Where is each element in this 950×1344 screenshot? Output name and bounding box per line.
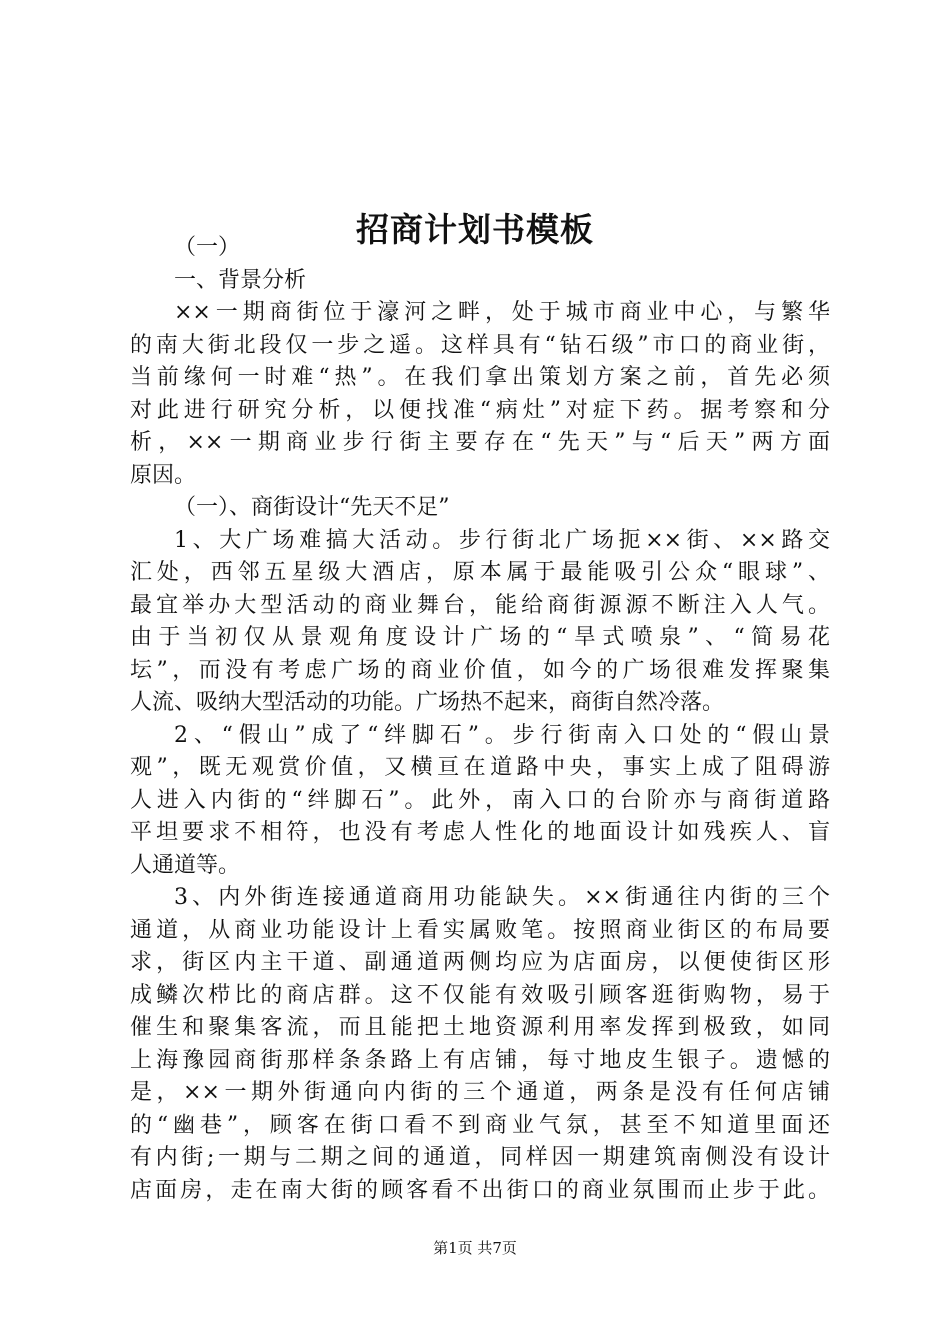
body-text-line: 析，××一期商业步行街主要存在“先天”与“后天”两方面 [130,430,830,455]
body-text-line: （一） [174,235,241,260]
body-text-line: 汇处，西邻五星级大酒店，原本属于最能吸引公众“眼球”、 [130,560,830,585]
body-text-line: 人流、吸纳大型活动的功能。广场热不起来，商街自然冷落。 [130,690,725,715]
body-text-line: 的“幽巷”，顾客在街口看不到商业气氛，甚至不知道里面还 [130,1112,830,1138]
body-text-line: ××一期商街位于濠河之畔，处于城市商业中心，与繁华 [174,300,830,325]
body-text-line: 店面房，走在南大街的顾客看不出街口的商业氛围而止步于此。 [130,1177,830,1203]
body-text-line: 是，××一期外街通向内街的三个通道，两条是没有任何店铺 [130,1080,830,1105]
body-text-line: 坛”，而没有考虑广场的商业价值，如今的广场很难发挥聚集 [130,657,830,683]
body-text-line: 有内街;一期与二期之间的通道，同样因一期建筑南侧没有设计 [130,1145,830,1170]
body-text-line: 的南大街北段仅一步之遥。这样具有“钻石级”市口的商业街， [130,332,830,358]
body-text-line: 上海豫园商街那样条条路上有店铺，每寸地皮生银子。遗憾的 [130,1047,830,1073]
page-title: 招商计划书模板 [356,210,594,250]
body-text-line: 求，街区内主干道、副通道两侧均应为店面房，以便使街区形 [130,950,830,975]
body-text-line: 由于当初仅从景观角度设计广场的“旱式喷泉”、“简易花 [130,625,830,650]
body-text-line: 一、背景分析 [174,267,307,293]
body-text-line: 对此进行研究分析，以便找准“病灶”对症下药。据考察和分 [130,397,830,423]
body-text-line: 成鳞次栉比的商店群。这不仅能有效吸引顾客逛街购物，易于 [130,982,830,1008]
body-text-line: 最宜举办大型活动的商业舞台，能给商街源源不断注入人气。 [130,592,830,618]
body-text-line: 人进入内街的“绊脚石”。此外，南入口的台阶亦与商街道路 [130,787,830,813]
body-text-line: 当前缘何一时难“热”。在我们拿出策划方案之前，首先必须 [130,365,830,390]
document-body [130,232,830,1207]
body-text-line: 平坦要求不相符，也没有考虑人性化的地面设计如残疾人、盲 [130,820,830,845]
body-text-line: （一）、商街设计“先天不足” [174,495,450,520]
body-text-line: 3、内外街连接通道商用功能缺失。××街通往内街的三个 [174,885,830,910]
body-text-line: 1、大广场难搞大活动。步行街北广场扼××街、××路交 [174,527,830,553]
body-text-line: 催生和聚集客流，而且能把土地资源利用率发挥到极致，如同 [130,1015,830,1040]
body-text-line: 通道，从商业功能设计上看实属败笔。按照商业街区的布局要 [130,917,830,943]
body-text-line: 人通道等。 [130,852,241,878]
body-text-line: 2、“假山”成了“绊脚石”。步行街南入口处的“假山景 [174,722,830,748]
body-text-line: 原因。 [130,462,197,488]
page-footer: 第1页 共7页 [433,1239,517,1257]
body-text-line: 观”，既无观赏价值，又横亘在道路中央，事实上成了阻碍游 [130,755,830,780]
